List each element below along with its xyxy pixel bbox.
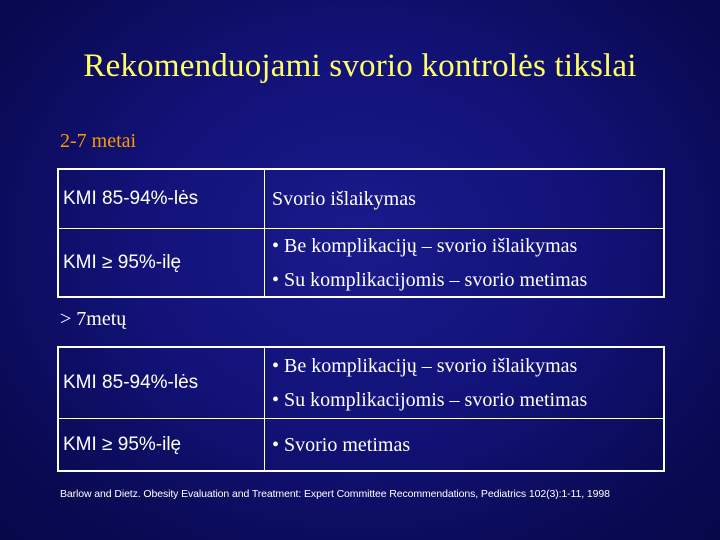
- bmi-range-cell: KMI ≥ 95%-ilę: [63, 433, 182, 455]
- recommendation-cell: [264, 170, 663, 228]
- table-row: [59, 418, 663, 470]
- recommendations-table-2-7: [57, 168, 665, 298]
- table-row: [59, 170, 663, 228]
- citation-footer: Barlow and Dietz. Obesity Evaluation and Treatment: Expert Committee Recommendations, Pediatrics 102(3):1-11, 1998: [60, 488, 610, 500]
- bmi-range-cell: KMI 85-94%-lės: [63, 188, 199, 209]
- bmi-range-cell: KMI ≥ 95%-ilę: [63, 251, 182, 273]
- recommendation-line: • Su komplikacijomis – svorio metimas: [272, 268, 588, 291]
- recommendation-line: • Be komplikacijų – svorio išlaikymas: [272, 355, 578, 377]
- recommendation-line: • Be komplikacijų – svorio išlaikymas: [272, 234, 578, 257]
- recommendation-cell: [264, 348, 663, 418]
- table-row: [59, 228, 663, 296]
- group-label-over-7: > 7metų: [60, 308, 127, 330]
- table-row: [59, 348, 663, 418]
- recommendation-cell: [264, 419, 663, 470]
- recommendation-line: • Svorio metimas: [272, 433, 411, 456]
- recommendations-table-over-7: [57, 346, 665, 472]
- bmi-range-cell: KMI 85-94%-lės: [63, 372, 199, 393]
- recommendation-cell: [264, 229, 663, 296]
- recommendation-line: • Su komplikacijomis – svorio metimas: [272, 389, 588, 411]
- slide-title: Rekomenduojami svorio kontrolės tikslai: [83, 48, 637, 84]
- group-label-2-7: 2-7 metai: [60, 130, 137, 152]
- recommendation-line: Svorio išlaikymas: [272, 188, 416, 210]
